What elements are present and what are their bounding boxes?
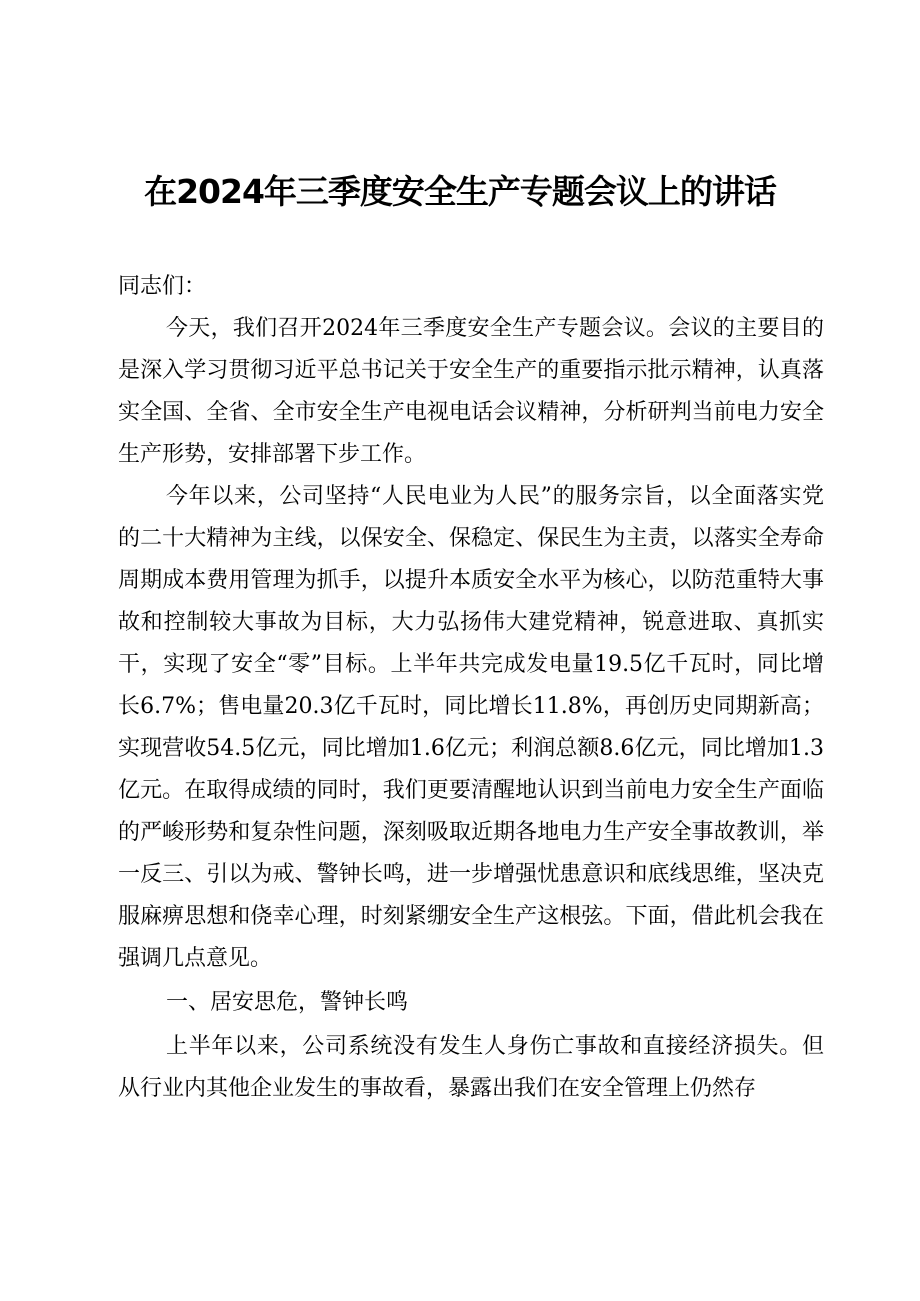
paragraph-opening: 今天，我们召开2024年三季度安全生产专题会议。会议的主要目的是深入学习贯彻习近平总书记关于安全生产的重要指示批示精神，认真落实全国、全省、全市安全生产电视电话会议精神，分析研判当前电力安全生产形势，安排部署下步工作。 — [118, 316, 824, 467]
document-title: 在2024年三季度安全生产专题会议上的讲话 — [144, 172, 776, 211]
paragraph-achievements: 今年以来，公司坚持“人民电业为人民”的服务宗旨，以全面落实党的二十大精神为主线，以保安全、保稳定、保民生为主责，以落实全寿命周期成本费用管理为抓手，以提升本质安全水平为核心，以防范重特大事故和控制较大事故为目标，大力弘扬伟大建党精神，锐意进取、真抓实干，实现了安全“零”目标。上半年共完成发电量19.5亿千瓦时，同比增长6.7%；售电量20.3亿千瓦时，同比增长11.8%，再创历史同期新高；实现营收54.5亿元，同比增加1.6亿元；利润总额8.6亿元，同比增加1.3亿元。在取得成绩的同时，我们更要清醒地认识到当前电力安全生产面临的严峻形势和复杂性问题，深刻吸取近期各地电力生产安全事故教训，举一反三、引以为戒、警钟长鸣，进一步增强忧患意识和底线思维，坚决克服麻痹思想和侥幸心理，时刻紧绷安全生产这根弦。下面，借此机会我在强调几点意见。 — [118, 484, 824, 971]
document-body — [118, 266, 824, 1110]
paragraph-section-one: 上半年以来，公司系统没有发生人身伤亡事故和直接经济损失。但从行业内其他企业发生的事故看，暴露出我们在安全管理上仍然存 — [118, 1034, 824, 1101]
section-heading: 一、居安思危，警钟长鸣 — [166, 990, 409, 1015]
salutation: 同志们： — [118, 274, 207, 299]
